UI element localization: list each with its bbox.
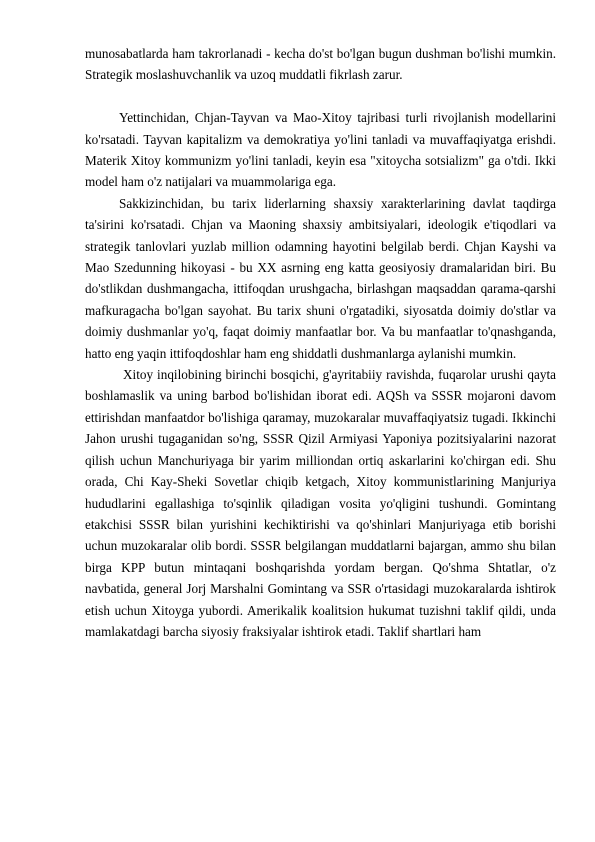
paragraph-revolution: Xitoy inqilobining birinchi bosqichi, g'ayritabiiy ravishda, fuqarolar urushi qayta boshlamaslik va uning barbod bo'lishidan iborat edi. AQSh va SSSR mojaroni davom ettirishdan manfaatdor bo'lishiga qaramay, muzokaralar muvaffaqiyatsiz tugadi. Ikkinchi Jahon urushi tugaganidan so'ng, SSSR Qizil Armiyasi Yaponiya pozitsiyalarini nazorat qilish uchun Manchuriyaga bir yarim milliondan ortiq askarlarini ko'chirgan edi. Shu orada, Chi Kay-Sheki Sovetlar chiqib ketgach, Xitoy kommunistlarining Manjuriya hududlarini egallashiga to'sqinlik qiladigan vosita yo'qligini tushundi. Gomintang etakchisi SSSR bilan yurishini kechiktirishi va qo'shinlari Manjuriyaga etib borishi uchun muzokaralar olib bordi. SSSR belgilangan muddatlarni bajargan, ammo shu bilan birga KPP butun mintaqani boshqarishda yordam bergan. Qo'shma Shtatlar, o'z navbatida, general Jorj Marshalni Gomintang va SSR o'rtasidagi muzokaralarda ishtirok etish uchun Xitoyga yubordi. Amerikalik koalitsion hukumat tuzishni taklif qildi, unda mamlakatdagi barcha siyosiy fraksiyalar ishtirok etadi. Taklif shartlari ham xyxy=(85,367,556,639)
document-page xyxy=(85,43,556,642)
paragraph-eighth: Sakkizinchidan, bu tarix liderlarning shaxsiy xarakterlarining davlat taqdirga ta'sirini ko'rsatadi. Chjan va Maoning shaxsiy ambitsiyalari, ideologik e'tiqodlari va strategik tanlovlari yuzlab million odamning hayotini belgilab berdi. Chjan Kayshi va Mao Szedunning hikoyasi - bu XX asrning eng katta geosiyosiy dramalaridan biri. Bu do'stlikdan dushmangacha, ittifoqdan urushgacha, birlashgan maqsaddan qarama-qarshi mafkuragacha bo'lgan sayohat. Bu tarix shuni o'rgatadiki, siyosatda doimiy do'stlar va doimiy dushmanlar yo'q, faqat doimiy manfaatlar bor. Va bu manfaatlar to'qnashganda, hatto eng yaqin ittifoqdoshlar ham eng shiddatli dushmanlarga aylanishi mumkin. xyxy=(85,195,556,361)
paragraph-continuation: munosabatlarda ham takrorlanadi - kecha do'st bo'lgan bugun dushman bo'lishi mumkin. Strategik moslashuvchanlik va uzoq muddatli fikrlash zarur. xyxy=(85,46,556,83)
paragraph-spacer xyxy=(85,86,556,107)
paragraph-seventh: Yettinchidan, Chjan-Tayvan va Mao-Xitoy tajribasi turli rivojlanish modellarini ko'rsatadi. Tayvan kapitalizm va demokratiya yo'lini tanladi va muvaffaqiyatga erishdi. Materik Xitoy kommunizm yo'lini tanladi, keyin esa "xitoycha sotsializm" ga o'tdi. Ikki model ham o'z natijalari va muammolariga ega. xyxy=(85,110,556,190)
